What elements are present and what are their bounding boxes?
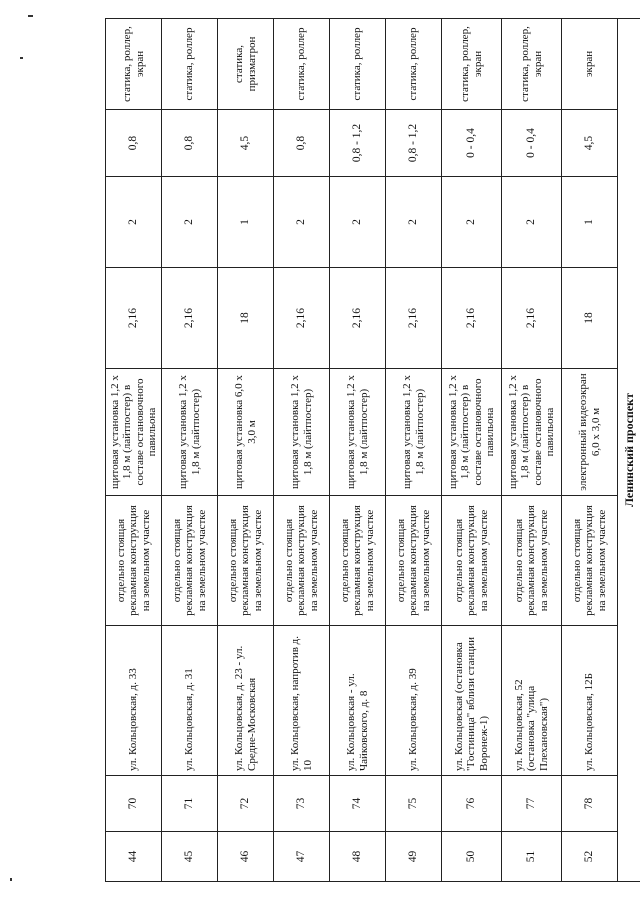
sides-cell: 2 — [502, 177, 562, 268]
table-row — [274, 19, 330, 882]
area-cell: 2,16 — [502, 268, 562, 369]
structure-type-cell: отдельно стоящая рекламная конструкция на земельном участке — [502, 496, 562, 626]
distance-cell: 4,5 — [562, 110, 618, 177]
technology-cell: статика, роллер — [330, 19, 386, 110]
sides-cell: 2 — [274, 177, 330, 268]
format-cell: щитовая установка 1,2 х 1,8 м (лайтпостер) в составе остановочного павильона — [442, 369, 502, 496]
row-number-cell: 49 — [386, 832, 442, 882]
row-number-cell: 48 — [330, 832, 386, 882]
address-cell: ул. Кольцовская - ул. Чайковского, д. 8 — [330, 626, 386, 776]
table-row — [330, 19, 386, 882]
structure-id-cell: 78 — [562, 776, 618, 832]
structure-id-cell: 75 — [386, 776, 442, 832]
address-cell: ул. Кольцовская, напротив д. 10 — [274, 626, 330, 776]
structure-type-cell: отдельно стоящая рекламная конструкция на земельном участке — [162, 496, 218, 626]
table-row — [386, 19, 442, 882]
sides-cell: 2 — [442, 177, 502, 268]
address-cell: ул. Кольцовская, 52 (остановка "улица Плехановская") — [502, 626, 562, 776]
structure-id-cell: 74 — [330, 776, 386, 832]
row-number-cell: 52 — [562, 832, 618, 882]
sides-cell: 2 — [386, 177, 442, 268]
scan-mark — [20, 57, 23, 59]
distance-cell: 0,8 — [162, 110, 218, 177]
table-row — [562, 19, 618, 882]
format-cell: щитовая установка 1,2 х 1,8 м (лайтпостер) — [386, 369, 442, 496]
format-cell: щитовая установка 1,2 х 1,8 м (лайтпостер) в составе остановочного павильона — [502, 369, 562, 496]
structure-id-cell: 70 — [106, 776, 162, 832]
table-row — [162, 19, 218, 882]
address-cell: ул. Кольцовская, д. 33 — [106, 626, 162, 776]
area-cell: 2,16 — [330, 268, 386, 369]
technology-cell: статика, роллер, экран — [442, 19, 502, 110]
technology-cell: статика, роллер — [386, 19, 442, 110]
structure-id-cell: 76 — [442, 776, 502, 832]
row-number-cell: 47 — [274, 832, 330, 882]
structure-id-cell: 71 — [162, 776, 218, 832]
address-cell: ул. Кольцовская, 12Б — [562, 626, 618, 776]
structure-type-cell: отдельно стоящая рекламная конструкция на земельном участке — [106, 496, 162, 626]
area-cell: 18 — [218, 268, 274, 369]
sides-cell: 2 — [106, 177, 162, 268]
table-row — [502, 19, 562, 882]
address-cell: ул. Кольцовская, д. 31 — [162, 626, 218, 776]
table-body — [106, 19, 640, 882]
address-cell: ул. Кольцовская, д. 39 — [386, 626, 442, 776]
advertising-structures-table — [105, 18, 640, 882]
structure-type-cell: отдельно стоящая рекламная конструкция на земельном участке — [386, 496, 442, 626]
format-cell: щитовая установка 1,2 х 1,8 м (лайтпостер) — [162, 369, 218, 496]
distance-cell: 0,8 — [106, 110, 162, 177]
area-cell: 2,16 — [106, 268, 162, 369]
sides-cell: 2 — [330, 177, 386, 268]
address-cell: ул. Кольцовская, д. 23 - ул. Средне-Московская — [218, 626, 274, 776]
format-cell: щитовая установка 1,2 х 1,8 м (лайтпостер) — [330, 369, 386, 496]
area-cell: 2,16 — [386, 268, 442, 369]
area-cell: 18 — [562, 268, 618, 369]
structure-type-cell: отдельно стоящая рекламная конструкция на земельном участке — [442, 496, 502, 626]
document-table-rotated — [105, 19, 637, 882]
distance-cell: 4,5 — [218, 110, 274, 177]
structure-type-cell: отдельно стоящая рекламная конструкция на земельном участке — [330, 496, 386, 626]
row-number-cell: 46 — [218, 832, 274, 882]
format-cell: щитовая установка 1,2 х 1,8 м (лайтпостер) в составе остановочного павильона — [106, 369, 162, 496]
section-title: Ленинский проспект — [618, 19, 640, 882]
scan-mark — [10, 878, 12, 881]
row-number-cell: 45 — [162, 832, 218, 882]
row-number-cell: 50 — [442, 832, 502, 882]
sides-cell: 2 — [162, 177, 218, 268]
table-row — [442, 19, 502, 882]
row-number-cell: 51 — [502, 832, 562, 882]
scan-mark — [28, 15, 33, 17]
structure-id-cell: 77 — [502, 776, 562, 832]
structure-id-cell: 72 — [218, 776, 274, 832]
distance-cell: 0,8 - 1,2 — [330, 110, 386, 177]
address-cell: ул. Кольцовская (остановка "Гостиница" вблизи станции Воронеж-1) — [442, 626, 502, 776]
table-row — [106, 19, 162, 882]
row-number-cell: 44 — [106, 832, 162, 882]
technology-cell: статика, роллер, экран — [502, 19, 562, 110]
format-cell: щитовая установка 1,2 х 1,8 м (лайтпостер) — [274, 369, 330, 496]
format-cell: щитовая установка 6,0 х 3,0 м — [218, 369, 274, 496]
distance-cell: 0 - 0,4 — [442, 110, 502, 177]
sides-cell: 1 — [562, 177, 618, 268]
format-cell: электронный видеоэкран 6,0 х 3,0 м — [562, 369, 618, 496]
technology-cell: экран — [562, 19, 618, 110]
section-row — [618, 19, 640, 882]
table-row — [218, 19, 274, 882]
distance-cell: 0 - 0,4 — [502, 110, 562, 177]
technology-cell: статика, роллер — [274, 19, 330, 110]
structure-type-cell: отдельно стоящая рекламная конструкция на земельном участке — [274, 496, 330, 626]
technology-cell: статика, роллер, экран — [106, 19, 162, 110]
area-cell: 2,16 — [442, 268, 502, 369]
distance-cell: 0,8 — [274, 110, 330, 177]
structure-id-cell: 73 — [274, 776, 330, 832]
technology-cell: статика, призматрон — [218, 19, 274, 110]
area-cell: 2,16 — [162, 268, 218, 369]
technology-cell: статика, роллер — [162, 19, 218, 110]
structure-type-cell: отдельно стоящая рекламная конструкция на земельном участке — [218, 496, 274, 626]
area-cell: 2,16 — [274, 268, 330, 369]
structure-type-cell: отдельно стоящая рекламная конструкция на земельном участке — [562, 496, 618, 626]
sides-cell: 1 — [218, 177, 274, 268]
distance-cell: 0,8 - 1,2 — [386, 110, 442, 177]
